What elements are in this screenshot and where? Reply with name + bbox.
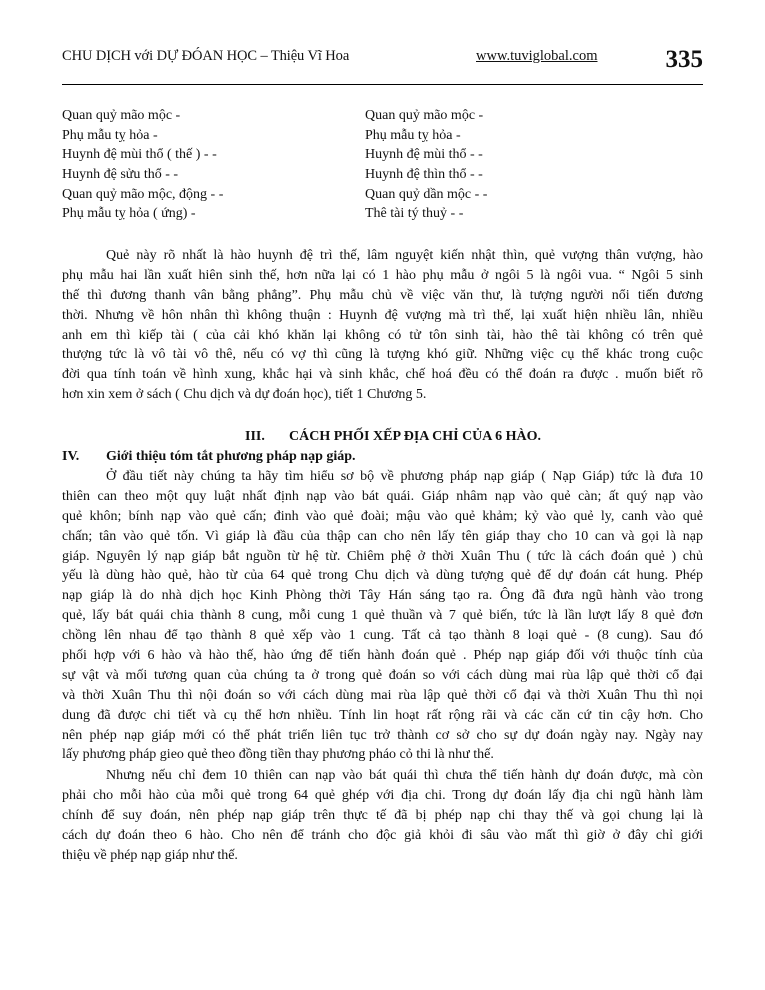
text-line: chính để suy đoán, nên phép nạp giáp trên thực tế đã bị phép nạp chi thay thế và gọi chung lại là bbox=[62, 807, 703, 823]
hao-row bbox=[62, 185, 703, 205]
section-number: IV. bbox=[62, 449, 80, 464]
text-line: và thời Xuân Thu thì nội đoán so với cách dùng mai rùa lập quẻ thời cổ đại và thời Xuân Thu thì nọi bbox=[62, 687, 703, 703]
text-line: thiệu về phép nạp giáp như thế. bbox=[62, 847, 238, 863]
hao-right: Phụ mẫu tỵ hỏa - bbox=[365, 127, 461, 143]
hao-left: Quan quỷ mão mộc, động - - bbox=[62, 186, 224, 202]
header-divider bbox=[62, 84, 703, 85]
paragraph-analysis bbox=[62, 246, 703, 405]
text-line: quẻ khôn; bính nạp vào quẻ cấn; đinh vào quẻ đoài; mậu vào quẻ khảm; kỷ vào quẻ ly, canh vào quẻ bbox=[62, 508, 703, 524]
text-line: thiên can theo một quy luật nhất định nạp vào bát quái. Giáp nhâm nạp vào quẻ càn; ất quý nạp vào bbox=[62, 488, 703, 504]
section-heading-4 bbox=[62, 447, 703, 467]
hao-row bbox=[62, 145, 703, 165]
hao-left: Quan quỷ mão mộc - bbox=[62, 108, 181, 123]
paragraph-nap-giap bbox=[62, 467, 703, 765]
hao-right: Huynh đệ mùi thổ - - bbox=[365, 147, 483, 163]
book-title: CHU DỊCH với DỰ ĐÓAN HỌC – Thiệu Vĩ Hoa bbox=[62, 48, 350, 64]
text-line: Quẻ này rõ nhất là hào huynh đệ trì thế, lâm nguyệt kiến nhật thìn, quẻ vượng thân vượng, hào bbox=[106, 248, 703, 263]
section-title: CÁCH PHỐI XẾP ĐỊA CHỈ CỦA 6 HÀO. bbox=[289, 429, 542, 444]
website-link[interactable]: www.tuviglobal.com bbox=[476, 48, 598, 64]
text-line: đời qua tính toán về hình xung, khắc hại và sinh khắc, chế hoá đều có thể đoán ra được . muốn biết rõ bbox=[62, 367, 703, 383]
page-header bbox=[62, 44, 703, 82]
text-line: phải cho mỗi hào của mỗi quẻ trong 64 quẻ ghép với địa chi. Trong dự đoán lấy địa chi ngũ hành làm bbox=[62, 787, 703, 803]
section-heading-3 bbox=[62, 427, 703, 447]
hao-row bbox=[62, 106, 703, 126]
hao-right: Quan quỷ dần mộc - - bbox=[365, 186, 488, 202]
text-line: chấn; tân vào quẻ tốn. Vì giáp là đầu của thập can cho nên lấy tên giáp thay cho 10 can và gọi là nạp bbox=[62, 528, 703, 544]
hao-left: Huynh đệ sửu thổ - - bbox=[62, 167, 179, 183]
text-line: quẻ, lấy bát quái chia thành 8 cung, mỗi cung 1 quẻ thuần và 7 quẻ biến, tức là lần lượt lấy 8 quẻ đơn bbox=[62, 608, 703, 624]
hao-left: Phụ mẫu tỵ hỏa - bbox=[62, 127, 158, 143]
text-line: chồng lên nhau để tạo thành 8 quẻ xếp vào 1 cung. Tất cả tạo thành 8 loại quẻ - (8 cung). Sau đó bbox=[62, 628, 703, 644]
hao-left: Huynh đệ mùi thổ ( thế ) - - bbox=[62, 147, 217, 163]
text-line: giáp. Nguyên lý nạp giáp bắt nguồn từ hệ từ. Chiêm phệ ở thời Xuân Thu ( tức là cách đoán quẻ ) chủ bbox=[62, 548, 703, 564]
hao-left: Phụ mẫu tỵ hỏa ( ứng) - bbox=[62, 206, 196, 222]
section-title: Giới thiệu tóm tắt phương pháp nạp giáp. bbox=[106, 449, 356, 464]
text-line: Ở đầu tiết này chúng ta hãy tìm hiểu sơ bộ về phương pháp nạp giáp ( Nạp Giáp) tức là đưa 10 bbox=[106, 469, 703, 484]
text-line: phối hợp với 6 hào và hào thế, hào ứng để tiến hành đoán quẻ . Phép nạp giáp đối với thuộc tính của bbox=[62, 648, 703, 664]
text-line: anh em thì kiếp tài ( của cải khó khăn lại không có tử tôn sinh tài, hào thê tài không có trên quẻ bbox=[62, 327, 703, 343]
section-number: III. bbox=[245, 429, 265, 444]
hao-right: Huynh đệ thìn thổ - - bbox=[365, 167, 483, 183]
paragraph-nap-chi bbox=[62, 766, 703, 865]
text-line: hơn xin xem ở sách ( Chu dịch và dự đoán học), tiết 1 Chương 5. bbox=[62, 387, 427, 403]
page-number: 335 bbox=[665, 46, 703, 73]
text-line: sự vật và mối tương quan của chúng ta ở trong quẻ đoán so với cách dùng mai rùa lập quẻ thời cổ đại bbox=[62, 667, 703, 683]
text-line: phụ mẫu hai lần xuất hiên sinh thế, hơn nữa lại có 1 hào phụ mẫu ở ngôi 5 là ngôi vua. “ Ngôi 5 sinh bbox=[62, 267, 703, 283]
text-line: nạp giáp là do nhà dịch học Kinh Phòng thời Tây Hán sáng tạo ra. Ông đã đưa ngũ hành vào trong bbox=[62, 588, 703, 604]
hao-row bbox=[62, 165, 703, 185]
text-line: thời. Nhưng về hôn nhân thì không thuận : Huynh đệ vượng mà trì thế, lại xuất hiện nhiều lân, nhiều bbox=[62, 307, 703, 323]
hao-right: Thê tài tý thuỷ - - bbox=[365, 206, 464, 222]
text-line: lấy phương pháp gieo quẻ theo đồng tiền thay phương pháo cỏ thi là như thế. bbox=[62, 747, 494, 763]
text-line: thế thì đương thanh vân bằng phẳng”. Phụ mẫu chủ về việc văn thư, là tượng người nổi tiến đương bbox=[62, 287, 703, 303]
text-line: thượng tức là vô tài vô thê, nếu có vợ thì cũng là tượng khó giữ. Những việc cụ thể khác trong cuộc bbox=[62, 347, 703, 363]
text-line: cách dự đoán theo 6 hào. Cho nên để tránh cho độc giả khỏi đi sâu vào mất thì giờ ở đây chỉ giới bbox=[62, 827, 703, 843]
hao-row bbox=[62, 126, 703, 146]
text-line: nên phép nạp giáp mới có thể phát triển liên tục trở thành cơ sở cho sự dự đoán ngày nay. Ngày nay bbox=[62, 727, 703, 743]
text-line: Nhưng nếu chỉ đem 10 thiên can nạp vào bát quái thì chưa thể tiến hành dự đoán được, mà còn bbox=[106, 768, 703, 783]
hao-table bbox=[62, 106, 703, 224]
text-line: yếu là dùng hào quẻ, hào từ của 64 quẻ trong Chu dịch và dùng tượng quẻ để dự đoán cát hung. Phép bbox=[62, 568, 703, 584]
hao-row bbox=[62, 204, 703, 224]
hao-right: Quan quỷ mão mộc - bbox=[365, 108, 484, 123]
text-line: dung đã được chi tiết và cụ thể hơn nhiều. Tính lin hoạt rất rộng rãi và các căn cứ tin cậy hơn. Cho bbox=[62, 707, 703, 723]
